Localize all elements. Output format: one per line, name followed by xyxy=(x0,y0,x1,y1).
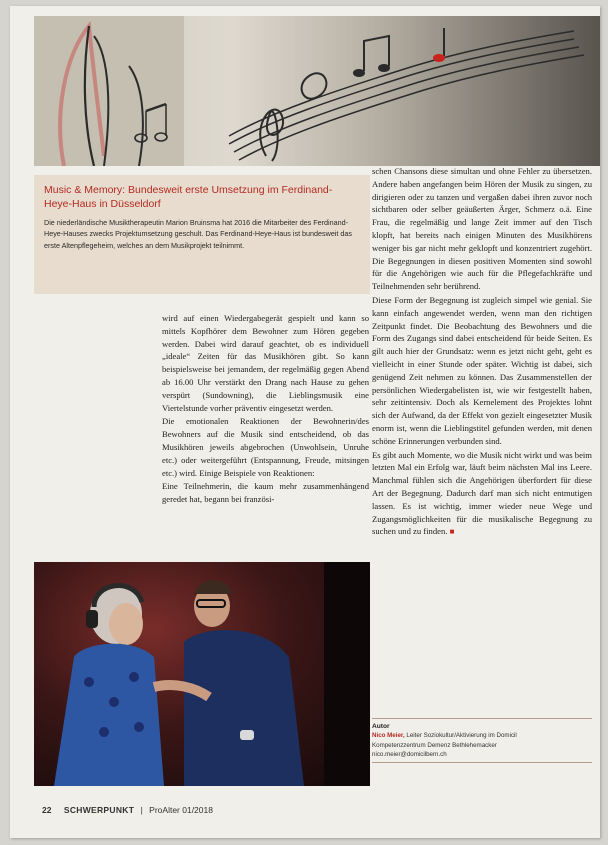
paragraph: Diese Form der Begegnung ist zugleich simpel wie genial. Sie kann einfach angewendet werden, wenn man den richtigen Zeitpunkt findet. Die Beobachtung des Bewohners und die Form des Zugangs sind dabei entscheidend für beide Seiten. Es gilt auch hier der Grundsatz: wenn es jetzt nicht geht, geht es vielleicht in einer Stunde oder später. Wichtig ist dabei, sich genügend Zeit nehmen zu können. Das Zusammenstellen der persönlichen Wiedergabelisten ist, wie wir festgestellt haben, sehr zeitintensiv. Doch als Kernelement des Projektes lohnt sich der Aufwand, da der Effekt von gezielt eingesetzter Musik enorm ist, wenn die Lieblingstitel gefunden werden, mit denen schöne Erinnerungen verbunden sind. xyxy=(372,294,592,446)
music-notes-drawing xyxy=(34,16,600,166)
article-photo xyxy=(34,562,370,786)
info-box-title: Music & Memory: Bundesweit erste Umsetzung im Ferdinand-Heye-Haus in Düsseldorf xyxy=(44,184,333,210)
paragraph: wird auf einen Wiedergabegerät gespielt und kann so mittels Kopfhörer dem Bewohner zum Hören gegeben werden. Dabei wird darauf geachtet, ob es individuell „ideale“ Zeiten für das Musikhören gibt. So kann beispielsweise bei jemandem, der regelmäßig gegen Abend ab 16.00 Uhr verstärkt den Drang nach Hause zu gehen verspürt (Sundowning), die Lieblingsmusik eine Viertelstunde vorher präventiv eingesetzt werden. xyxy=(162,313,369,413)
footer-separator: | xyxy=(140,805,143,815)
author-name: Nico Meier, xyxy=(372,732,405,740)
paragraph xyxy=(372,449,592,540)
header-illustration xyxy=(34,16,600,166)
author-organisation: Kompetenzzentrum Demenz Bethlehemacker xyxy=(372,741,497,749)
author-email[interactable]: nico.meier@domicilbern.ch xyxy=(372,751,447,759)
paragraph: Eine Teilnehmerin, die kaum mehr zusammenhängend geredet hat, begann bei französi- xyxy=(162,481,369,505)
magazine-issue: ProAlter 01/2018 xyxy=(149,805,213,815)
end-of-article-icon: ■ xyxy=(449,527,455,537)
info-box xyxy=(34,175,370,294)
author-role: Leiter Soziokultur/Aktivierung im Domicil xyxy=(406,732,517,740)
author-heading: Autor xyxy=(372,723,390,730)
author-org-block xyxy=(372,741,592,763)
author-line xyxy=(372,731,592,740)
page-number: 22 xyxy=(42,805,52,815)
section-name: SCHWERPUNKT xyxy=(63,805,135,815)
paragraph: schen Chansons diese simultan und ohne Fehler zu übersetzen. Andere haben angefangen beim Hören der Musik zu singen, zu dirigieren oder zu tanzen und vergaßen dabei ihren zuvor noch sichtbaren oder selber geäußerten Ärger, Schmerz o.ä. Eine Frau, die regelmäßig und lange Zeit immer auf den Tisch klopft, hat bereits nach einigen Minuten des Musikhörens weniger bis gar nicht mehr geklopft und konzentriert zugehört. Die Begegnungen in diesen positiven Momenten sind sowohl für die Angehörigen wie auch für die Pflegefachkräfte und Teilnehmenden sehr berührend. xyxy=(372,166,592,292)
author-box xyxy=(372,718,592,763)
article-column-right xyxy=(372,165,592,540)
article-column-middle xyxy=(162,312,369,507)
page-footer xyxy=(42,805,213,815)
info-box-text: Die niederländische Musiktherapeutin Marion Bruinsma hat 2016 die Mitarbeiter des Ferdinand-Heye-Hauses zwecks Projektumsetzung geschult. Das Ferdinand-Heye-Haus ist bundesweit das erste Altenpflegeheim, welches an dem Musikprojekt teilnimmt. xyxy=(44,218,353,250)
paragraph-text: Es gibt auch Momente, wo die Musik nicht wirkt und was beim letzten Mal ein Erfolg war, läuft beim nächsten Mal ins Leere. Manchmal fühlen sich die Angehörigen überfordert für diese Art der Begegnung. Dadurch darf man sich nicht entmutigen lassen. Es ist wichtig, immer wieder neue Wege und Zugangsmöglichkeiten für die musikalische Begegnung zu suchen und zu finden. xyxy=(372,449,592,537)
paragraph: Die emotionalen Reaktionen der Bewohnerin/des Bewohners auf die Musik sind entscheidend, ob das Musikhören jeweils abgebrochen (Unwohlsein, Unruhe etc.) oder weitergeführt (Entspannung, Freude, mitsingen etc.) wird. Einige Beispiele von Reaktionen: xyxy=(162,416,369,478)
photo-illustration xyxy=(34,562,370,786)
magazine-page xyxy=(10,6,600,838)
